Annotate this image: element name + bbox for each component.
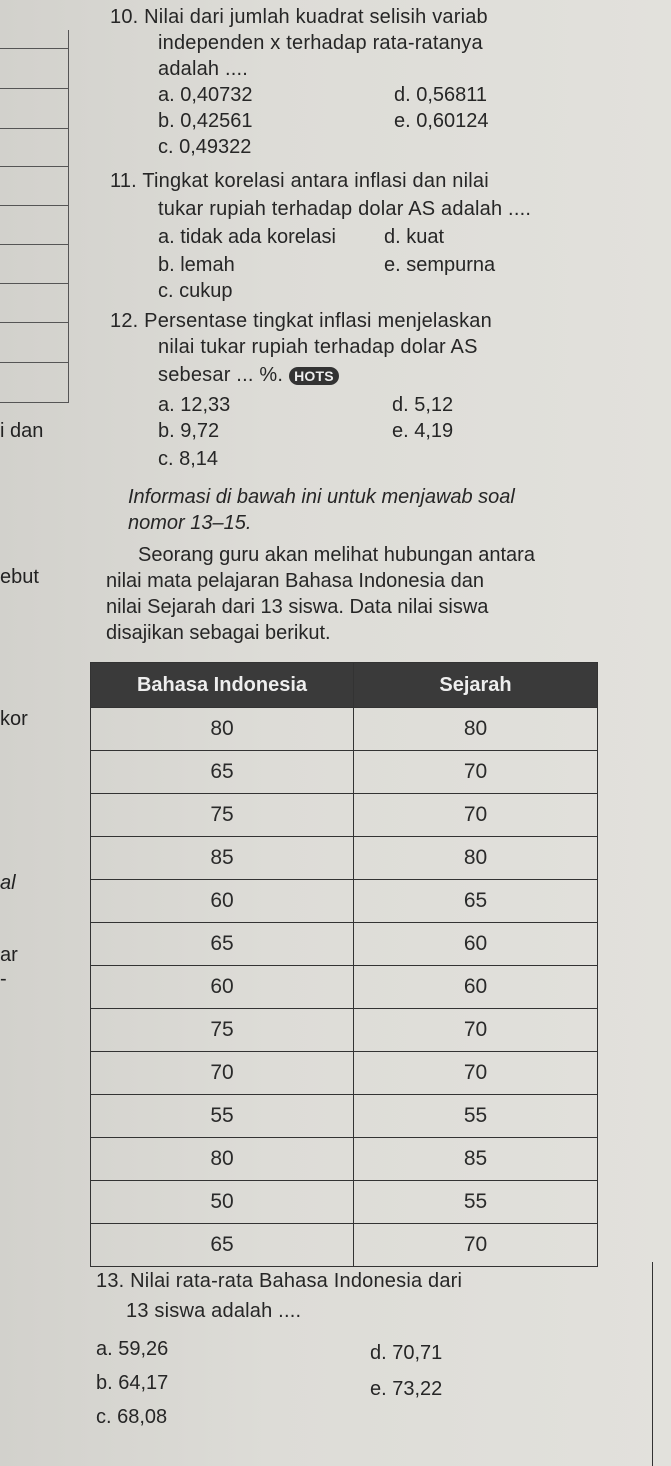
margin-fragment: - <box>0 968 7 990</box>
q11-option-b: b. lemah <box>158 254 235 276</box>
q12-option-d: d. 5,12 <box>392 394 454 416</box>
cell-sejarah: 65 <box>354 880 598 923</box>
header-sejarah: Sejarah <box>354 663 598 708</box>
intro-line4: disajikan sebagai berikut. <box>106 622 331 644</box>
q11-line2: tukar rupiah terhadap dolar AS adalah .... <box>158 198 532 220</box>
margin-rule <box>0 88 68 89</box>
cell-bahasa: 50 <box>91 1181 354 1224</box>
hots-badge: HOTS <box>289 367 339 385</box>
q11-line1: 11. Tingkat korelasi antara inflasi dan nilai <box>110 170 489 192</box>
q12-line2: nilai tukar rupiah terhadap dolar AS <box>158 336 478 358</box>
q13-option-a: a. 59,26 <box>96 1338 169 1360</box>
q11-option-a: a. tidak ada korelasi <box>158 226 336 248</box>
q13-option-e: e. 73,22 <box>370 1378 443 1400</box>
q10-line1: 10. Nilai dari jumlah kuadrat selisih variab <box>110 6 488 28</box>
cell-bahasa: 80 <box>91 708 354 751</box>
q10-option-e: e. 0,60124 <box>394 110 489 132</box>
q10-option-c: c. 0,49322 <box>158 136 252 158</box>
cell-sejarah: 60 <box>354 923 598 966</box>
margin-fragment: ebut <box>0 566 39 588</box>
q10-option-b: b. 0,42561 <box>158 110 253 132</box>
table-row <box>91 1052 598 1095</box>
margin-fragment: kor <box>0 708 28 730</box>
intro-line2: nilai mata pelajaran Bahasa Indonesia dan <box>106 570 485 592</box>
cell-bahasa: 80 <box>91 1138 354 1181</box>
table-row <box>91 1095 598 1138</box>
table-row <box>91 1181 598 1224</box>
cell-sejarah: 60 <box>354 966 598 1009</box>
q12-line3-wrap <box>158 364 339 387</box>
table-row <box>91 923 598 966</box>
q12-option-c: c. 8,14 <box>158 448 219 470</box>
table-header-row <box>91 663 598 708</box>
cell-bahasa: 60 <box>91 880 354 923</box>
table-row <box>91 794 598 837</box>
table-row <box>91 880 598 923</box>
q12-option-e: e. 4,19 <box>392 420 454 442</box>
cell-sejarah: 70 <box>354 1224 598 1267</box>
cell-bahasa: 75 <box>91 1009 354 1052</box>
margin-rule <box>0 128 68 129</box>
info-line1: Informasi di bawah ini untuk menjawab soal <box>128 486 515 508</box>
margin-rule <box>0 166 68 167</box>
q13-option-b: b. 64,17 <box>96 1372 169 1394</box>
cell-bahasa: 75 <box>91 794 354 837</box>
margin-fragment: ar <box>0 944 18 966</box>
cell-bahasa: 60 <box>91 966 354 1009</box>
table-row <box>91 708 598 751</box>
margin-rule <box>0 402 68 403</box>
margin-rule <box>0 283 68 284</box>
cell-bahasa: 85 <box>91 837 354 880</box>
q10-line2: independen x terhadap rata-ratanya <box>158 32 483 54</box>
page-edge-line <box>652 1262 653 1466</box>
q10-line3: adalah .... <box>158 58 249 80</box>
margin-vertical-rule <box>68 30 69 403</box>
grades-table <box>90 662 598 1267</box>
table-row <box>91 966 598 1009</box>
q11-option-d: d. kuat <box>384 226 445 248</box>
margin-rule <box>0 322 68 323</box>
cell-sejarah: 70 <box>354 751 598 794</box>
table-row <box>91 751 598 794</box>
cell-sejarah: 80 <box>354 837 598 880</box>
q12-option-b: b. 9,72 <box>158 420 220 442</box>
table-row <box>91 1138 598 1181</box>
table-row <box>91 1224 598 1267</box>
cell-sejarah: 55 <box>354 1095 598 1138</box>
q11-option-e: e. sempurna <box>384 254 496 276</box>
margin-fragment: i dan <box>0 420 44 442</box>
cell-bahasa: 55 <box>91 1095 354 1138</box>
q13-option-c: c. 68,08 <box>96 1406 168 1428</box>
q13-option-d: d. 70,71 <box>370 1342 443 1364</box>
cell-bahasa: 70 <box>91 1052 354 1095</box>
margin-rule <box>0 205 68 206</box>
info-line2: nomor 13–15. <box>128 512 252 534</box>
cell-bahasa: 65 <box>91 1224 354 1267</box>
q13-line1: 13. Nilai rata-rata Bahasa Indonesia dari <box>96 1270 463 1292</box>
header-bahasa-indonesia: Bahasa Indonesia <box>91 663 354 708</box>
table-row <box>91 837 598 880</box>
cell-sejarah: 70 <box>354 1009 598 1052</box>
q13-line2: 13 siswa adalah .... <box>126 1300 302 1322</box>
margin-rule <box>0 48 68 49</box>
margin-rule <box>0 244 68 245</box>
intro-line1: Seorang guru akan melihat hubungan antara <box>138 544 535 566</box>
cell-sejarah: 55 <box>354 1181 598 1224</box>
cell-sejarah: 80 <box>354 708 598 751</box>
q12-line1: 12. Persentase tingkat inflasi menjelaskan <box>110 310 492 332</box>
intro-line3: nilai Sejarah dari 13 siswa. Data nilai siswa <box>106 596 489 618</box>
cell-sejarah: 85 <box>354 1138 598 1181</box>
q10-option-d: d. 0,56811 <box>394 84 488 106</box>
margin-rule <box>0 362 68 363</box>
cell-sejarah: 70 <box>354 794 598 837</box>
q12-line3: sebesar ... %. <box>158 364 284 386</box>
q11-option-c: c. cukup <box>158 280 233 302</box>
table-row <box>91 1009 598 1052</box>
q10-option-a: a. 0,40732 <box>158 84 253 106</box>
cell-bahasa: 65 <box>91 923 354 966</box>
cell-sejarah: 70 <box>354 1052 598 1095</box>
cell-bahasa: 65 <box>91 751 354 794</box>
q12-option-a: a. 12,33 <box>158 394 231 416</box>
margin-fragment: al <box>0 872 16 894</box>
